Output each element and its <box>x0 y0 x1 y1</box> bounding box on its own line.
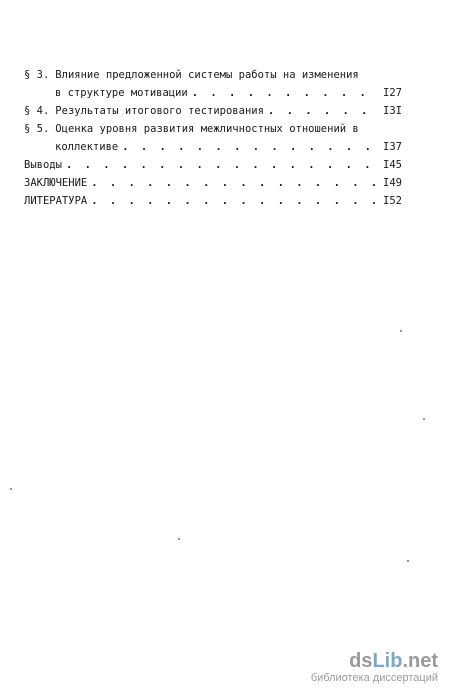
toc-entry-final[interactable] <box>24 174 402 192</box>
page-number: I3I <box>383 105 402 117</box>
toc-entry-title: ЗАКЛЮЧЕНИЕ <box>24 177 88 189</box>
toc-entry-title: ЛИТЕРАТУРА <box>24 195 88 207</box>
page-number: I45 <box>383 159 402 171</box>
scan-speck <box>423 418 425 420</box>
dot-leader <box>91 174 376 192</box>
dot-leader <box>91 192 376 210</box>
page-number: I27 <box>383 87 402 99</box>
page-number: I49 <box>383 177 402 189</box>
toc-entry-conclusions[interactable] <box>24 156 402 174</box>
watermark <box>311 650 438 685</box>
toc-entry-title: Результаты итогового тестирования <box>55 105 264 117</box>
toc-entry-title-continued: коллективе <box>55 141 119 153</box>
table-of-contents <box>24 66 402 210</box>
dot-leader <box>192 84 376 102</box>
section-mark: § 4. <box>24 105 50 117</box>
scan-speck <box>400 330 402 332</box>
toc-entry-literature[interactable] <box>24 192 402 210</box>
toc-entry-title: Выводы <box>24 159 62 171</box>
dot-leader <box>268 102 376 120</box>
scan-speck <box>10 488 12 490</box>
section-mark: § 5. <box>24 123 50 135</box>
toc-entry-title: Влияние предложенной системы работы на изменения <box>55 69 359 81</box>
dot-leader <box>66 156 376 174</box>
scan-speck <box>178 538 180 540</box>
toc-entry-title-continued: в структуре мотивации <box>55 87 188 99</box>
watermark-subtitle: библиотека диссертаций <box>310 672 438 684</box>
watermark-logo-ds: ds <box>349 650 373 672</box>
section-mark: § 3. <box>24 69 50 81</box>
toc-entry-title: Оценка уровня развития межличностных отношений в <box>55 123 359 135</box>
toc-entry-section-3[interactable] <box>24 66 402 102</box>
toc-entry-section-4[interactable] <box>24 102 402 120</box>
watermark-logo <box>311 650 438 672</box>
page-number: I37 <box>383 141 402 153</box>
watermark-logo-net: .net <box>402 650 438 672</box>
toc-entry-section-5[interactable] <box>24 120 402 156</box>
page-number: I52 <box>383 195 402 207</box>
watermark-logo-lib: Lib <box>372 650 403 672</box>
scan-speck <box>407 560 409 562</box>
dot-leader <box>122 138 376 156</box>
